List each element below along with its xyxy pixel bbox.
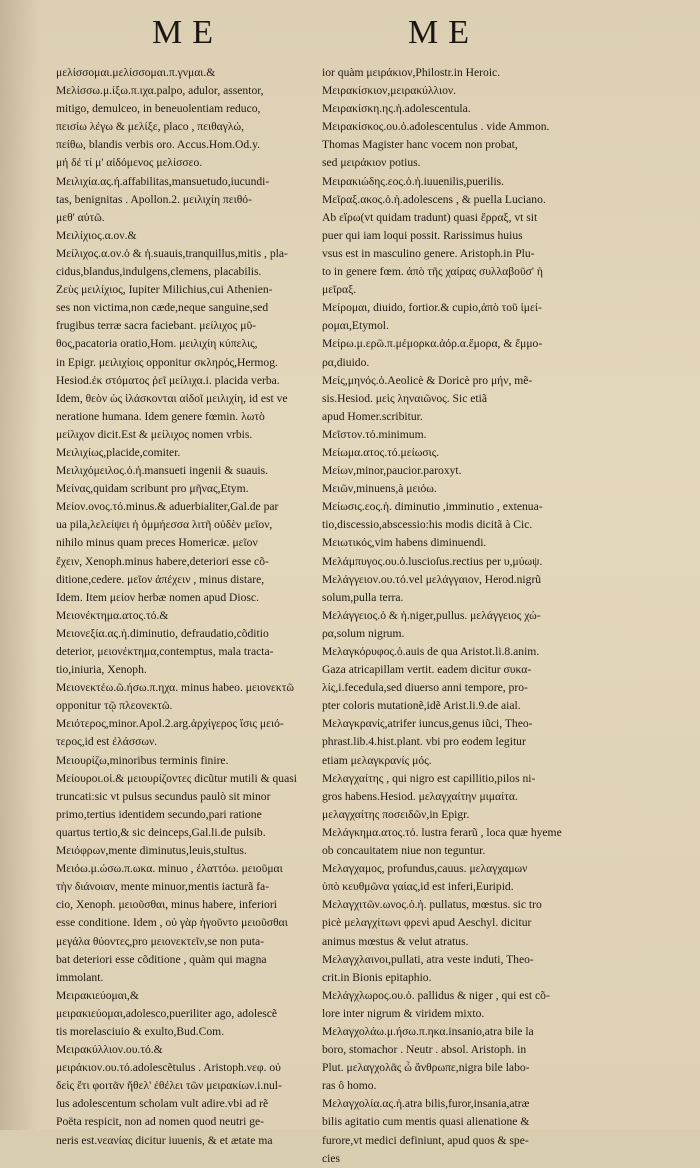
entry-line: Μείον.ονος.τό.minus.& aduerbialiter,Gal.de par [56,500,279,514]
entry-line: lore inter nigrum & viridem mixto. [322,1006,485,1020]
entry-line: μείλιχον dicit.Est & μείλιχος nomen vrbis. [56,427,253,441]
entry-line: μεῖραξ. [322,283,357,297]
entry-line: Hesiod.ἐκ στόματος ῥεῖ μείλιχα.i. placida verba. [56,373,280,387]
entry-line: Μελαγχαίτης , qui nigro est capillitio,pilos ni- [322,771,536,785]
entry-line: Ζεὺς μειλίχιος, Iupiter Milichius,cui Athenien- [56,283,273,297]
entry-line: Μειρακίσκη.ης.ἡ.adolescentula. [322,102,471,116]
entry-line: neratione humana. Idem genere fœmin. λωτὸ [56,409,265,423]
entry-line: ditione,cedere. μεῖον ἀπέχειν , minus distare, [56,572,265,586]
entry-line: μελίσσομαι.μελίσσομαι.π.γνμαι.& [56,66,216,79]
entry-line: Ab εἴρω(vt quidam tradunt) quasi ἔρραξ, vt sit [322,210,538,224]
entry-line: Μείλιχος.α.ον.ὁ & ἡ.suauis,tranquillus,mitis , pla- [56,246,288,260]
entry-line: Μελάγχλωρος.ου.ὁ. pallidus & niger , qui est cõ- [322,988,550,1002]
entry-line: Μειῶν,minuens,à μειόω. [322,482,437,496]
entry-line: Poëta respicit, non ad nomen quod neutri ge- [56,1115,264,1129]
entry-line: pter coloris mutationẽ,idẽ Arist.li.9.de aial. [322,699,521,713]
entry-line: Μεῖστον.τό.minimum. [322,427,427,441]
entry-line: Μείνας,quidam scribunt pro μῆνας,Etym. [56,482,249,496]
entry-line: μειράκιον.ου.τό.adolescẽtulus . Aristoph.νεφ. οὐ [56,1061,281,1075]
entry-line: Gaza atricapillam vertit. eadem dicitur συκα- [322,663,532,677]
entry-line: cidus,blandus,indulgens,clemens, placabilis. [56,265,262,279]
entry-line: μή δέ τί μ' αἰδόμενος μελίσσεο. [56,156,203,170]
entry-line: ua pila,λελείψει ἡ ὀμμήεσσα λιτῆ οὐδὲν μεῖον, [56,518,273,532]
entry-line: Μειλίχιος.α.ον.& [56,228,137,242]
entry-line: Μείωμα.ατος.τό.μείωσις. [322,445,440,459]
entry-line: Μελαγχιτῶν.ωνος.ὁ.ἡ. pullatus, mœstus. sic tro [322,898,542,912]
entry-line: quartus tertio,& sic deinceps,Gal.li.de pulsib. [56,825,266,839]
entry-line: Μειονεξία.ας.ἡ.diminutio, defraudatio,cõditio [56,626,269,640]
entry-line: Μειλιχία.ας.ή.affabilitas,mansuetudo,iucundi- [56,174,270,188]
entry-line: Μειουρίζω,minoribus terminis finire. [56,753,229,767]
entry-line: puer qui iam loqui possit. Rarissimus huius [322,228,523,242]
entry-line: crit.in Bionis epitaphio. [322,970,432,984]
entry-line: Thomas Magister hanc vocem non probat, [322,138,518,152]
entry-line: ὑπὸ κευθμῶνα γαίας,id est inferi,Euripid. [322,880,514,894]
entry-line: nihilo minus quam preces Homericæ. μεῖον [56,536,258,550]
entry-line: apud Homer.scribitur. [322,409,423,423]
entry-line: boro, stomachor . Neutr . absol. Aristoph. in [322,1043,527,1057]
entry-line: tio,iniuria, Xenoph. [56,663,147,677]
entry-line: to in genere fœm. ἀπὸ τῆς χαίρας συλλαβοῦσ' ἡ [322,265,543,279]
entry-line: cio, Xenoph. μειοῦσθαι, minus habere, inferiori [56,898,277,912]
entry-line: πείθω, blandis verbis oro. Accus.Hom.Od.y. [56,138,261,152]
entry-line: Μελάγκημα.ατος.τό. lustra ferarũ , loca quæ hyeme [322,825,562,839]
entry-line: Μειότερος,minor.Apol.2.arg.ἀρχίγερος ἴσις μειό- [56,717,284,731]
page-gutter-shadow [0,0,40,1130]
entry-line: Plut. μελαγχολᾶς ὦ ἄνθρωπε,nigra bile labo- [322,1061,530,1075]
entry-line: Μελαγχλαινοι,pullati, atra veste induti, Theo- [322,952,534,966]
entry-line: Μειρακίσκιον,μειρακύλλιον. [322,84,457,98]
entry-line: Μείς,μηνός.ὁ.Aeolicè & Doricè pro μήν, mẽ- [322,373,533,387]
entry-line: solum,pulla terra. [322,590,404,604]
entry-line: etiam μελαγκρανίς μός. [322,753,432,767]
entry-line: ἔχειν, Xenoph.minus habere,deteriori esse cõ- [56,554,269,568]
entry-line: Μελάμπυγος.ου.ὁ.luscioſus.rectius per υ,μύωψ. [322,554,543,568]
entry-line: μειρακιεύομαι,adolesco,pueriliter ago, adolescẽ [56,1006,278,1020]
entry-line: furore,vt medici definiunt, apud quos & spe- [322,1133,529,1147]
entry-line: Μελαγκόρυφος.ὁ.auis de qua Aristot.li.8.anim. [322,645,540,658]
left-column [56,64,316,1150]
entry-line: Μελαγχολία.ας.ἡ.atra bilis,furor,insania,atræ [322,1097,530,1111]
entry-line: ior quàm μειράκιον,Philostr.in Heroic. [322,66,501,79]
running-head-right: ME [408,14,479,51]
entry-line: λίς,i.fecedula,sed diuerso anni tempore, pro- [322,681,528,695]
entry-line: truncati:sic vt pulsus secundus paulò sit minor [56,789,271,803]
entry-line: μεθ' αὐτῶ. [56,210,105,224]
entry-line: Μελάγγειος.ὁ & ἡ.niger,pullus. μελάγγειος χώ- [322,608,541,622]
entry-line: Μειρακύλλιον.ου.τό.& [56,1043,163,1057]
entry-line: frugibus terræ sacra faciebant. μείλιχος μῦ- [56,319,257,333]
entry-line: θος,pacatoria oratio,Hom. μειλιχίη κύπελις, [56,337,258,351]
entry-line: ses non victima,non cæde,neque sanguine,sed [56,301,269,315]
entry-line: tio,discessio,abscessio:his modis dicitã à Cic. [322,518,533,532]
entry-line: Μείουροι.οἱ.& μειουρίζοντες dicũtur mutili & quasi [56,771,297,785]
entry-line: Μείων,minor,paucior.paroxyt. [322,464,462,478]
entry-line: opponitur τῷ πλεονεκτῶ. [56,699,173,713]
entry-line: ρα,solum nigrum. [322,626,405,640]
entry-line: Μελαγχαμος, profundus,cauus. μελαγχαμων [322,862,528,876]
entry-line: Μελαγκρανίς,atrifer iuncus,genus iũci, Theo- [322,717,533,731]
entry-line: μεγάλα θύοντες,pro μειονεκτεῖν,se non puta- [56,934,264,948]
entry-line: Μειονεκτέω.ῶ.ήσω.π.ηχα. minus habeo. μειονεκτῶ [56,681,295,695]
running-head-left: ME [152,14,223,51]
entry-line: Μείρω.μ.ερῶ.π.μέμορκα.ἀόρ.α.ἔμορα, & ἔμμο- [322,337,543,351]
entry-line: sed μειράκιον potius. [322,156,421,170]
entry-line: vsus est in masculino genere. Aristoph.in Plu- [322,246,535,260]
entry-line: πεισίω λέγω & μελίξε, placo , πειθαγλώ, [56,120,245,134]
entry-line: Μεῖραξ.ακος.ὁ.ἡ.adolescens , & puella Luciano. [322,192,546,206]
entry-line: Μειόφρων,mente diminutus,leuis,stultus. [56,844,247,858]
entry-line: bat deteriori esse cõditione , quàm qui magna [56,952,267,966]
entry-line: gros habens.Hesiod. μελαγχαίτην μιμαίτα. [322,789,518,803]
entry-line: esse conditione. Idem , οὐ γὰρ ἡγοῦντο μειοῦσθαι [56,916,288,930]
entry-line: Μελάγγειον.ου.τό.vel μελάγγαιον, Herod.nigrũ [322,572,542,586]
entry-line: deterior, μειονέκτημα,contemptus, mala tracta- [56,645,274,658]
entry-line: lus adolescentum scholam vult adire.vbi ad rẽ [56,1097,269,1111]
entry-line: Μειλιχόμειλος.ὁ.ἡ.mansueti ingenii & suauis. [56,464,269,478]
entry-line: Μειόω.μ.ώσω.π.ωκα. minuo , ἐλαττόω. μειοῦμαι [56,862,283,876]
entry-line: mitigo, demulceo, in beneuolentiam reduco, [56,102,261,116]
entry-line: ρα,diuido. [322,355,370,369]
entry-line: Μειονέκτημα.ατος.τό.& [56,608,169,622]
entry-line: τερος,id est ἐλάσσων. [56,735,158,749]
entry-line: cies [322,1151,341,1165]
entry-line: τὴν διάνοιαν, mente minuor,mentis iacturã fa- [56,880,270,894]
entry-line: phrast.lib.4.hist.plant. vbi pro eodem legitur [322,735,526,749]
entry-line: Μειρακίσκος.ου.ὁ.adolescentulus . vide Ammon. [322,120,550,134]
entry-line: sis.Hesiod. μεὶς ληναιῶνος. Sic etiã [322,391,488,405]
entry-line: Μείωσις.εος.ἡ. diminutio ,imminutio , extenua- [322,500,543,514]
entry-line: Μειωτικός,vim habens diminuendi. [322,536,487,550]
entry-line: bilis agitatio cum mentis quasi alienatione & [322,1115,530,1129]
entry-line: Μείρομαι, diuido, fortior.& cupio,ἀπὸ τοῦ ἱμεί- [322,301,542,315]
entry-line: Μειρακιεύομαι,& [56,988,139,1002]
entry-line: animus mœstus & velut atratus. [322,934,469,948]
right-column [322,64,584,1168]
entry-line: neris est.νεανίας dicitur iuuenis, & et ætate ma [56,1133,273,1147]
entry-line: μελαγχαίτης ποσειδῶν,in Epigr. [322,807,470,821]
entry-line: in Epigr. μειλιχίοις opponitur σκληρός,Hermog. [56,355,278,369]
entry-line: primo,tertius identidem secundo,pari ratione [56,807,262,821]
entry-line: Idem, θεὸν ὡς ἱλάσκονται αἰδοῖ μειλιχίη, id est ve [56,391,288,405]
entry-line: tis morelasciuio & exulto,Bud.Com. [56,1024,225,1038]
entry-line: ob concauitatem niue non teguntur. [322,844,486,858]
entry-line: immolant. [56,970,104,984]
entry-line: ρομαι,Etymol. [322,319,389,333]
entry-line: δεὶς ἔτι φοιτᾶν ἤθελ' ἐθέλει τῶν μειρακίων.i.nul- [56,1079,282,1093]
entry-line: Μειλιχίως,placide,comiter. [56,445,181,459]
entry-line: Μελίσσω.μ.ίξω.π.ιχα.palpo, adulor, assentor, [56,84,264,98]
entry-line: Idem. Item μείον herbæ nomen apud Diosc. [56,590,259,604]
entry-line: ras ô homo. [322,1079,377,1093]
entry-line: tas, benignitas . Apollon.2. μειλιχίη πειθό- [56,192,252,206]
entry-line: Μελαγχολάω.μ.ήσω.π.ηκα.insanio,atra bile la [322,1024,534,1038]
entry-line: Μειρακιώδης.εος.ὁ.ἡ.iuuenilis,puerilis. [322,174,505,188]
entry-line: picè μελαγχίτωνι φρενὶ apud Aeschyl. dicitur [322,916,532,930]
